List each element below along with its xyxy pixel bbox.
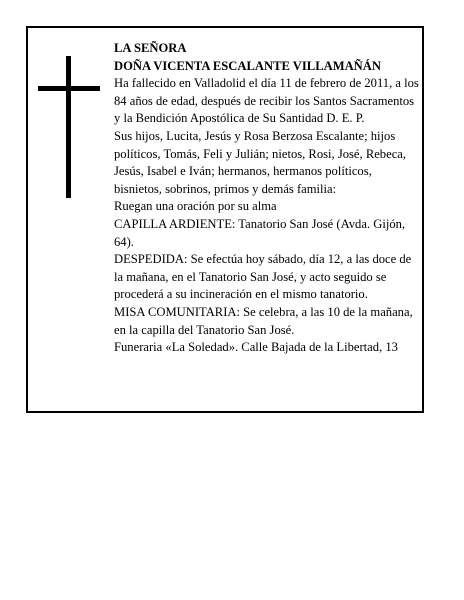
mass-info: MISA COMUNITARIA: Se celebra, a las 10 de la mañana, en la capilla del Tanatorio San José.: [114, 304, 413, 337]
notice-text: [114, 40, 422, 357]
notice-title-line1: LA SEÑORA: [114, 41, 187, 55]
cross-vertical-bar: [66, 56, 71, 198]
obituary-notice: [26, 26, 424, 413]
chapel-info: CAPILLA ARDIENTE: Tanatorio San José (Avda. Gijón, 64).: [114, 216, 406, 249]
deceased-name: DOÑA VICENTA ESCALANTE VILLAMAÑÁN: [114, 58, 381, 73]
family-list: Sus hijos, Lucita, Jesús y Rosa Berzosa Escalante; hijos políticos, Tomás, Feli y Julián; nietos, Rosi, José, Rebeca, Jesús, Isabel e Iván; hermanos, hermanos políticos, bisnietos, sobrinos, primos y demás familia:: [114, 128, 407, 196]
funeral-home-info: Funeraria «La Soledad». Calle Bajada de la Libertad, 13: [114, 340, 398, 355]
farewell-info: DESPEDIDA: Se efectúa hoy sábado, día 12, a las doce de la mañana, en el Tanatorio San José, y acto seguido se procederá a su incineración en el mismo tanatorio.: [114, 252, 412, 302]
cross-horizontal-bar: [38, 86, 100, 91]
latin-cross-icon: [38, 56, 100, 198]
death-announcement: Ha fallecido en Valladolid el día 11 de febrero de 2011, a los 84 años de edad, después de recibir los Santos Sacramentos y la Bendición Apostólica de Su Santidad D. E. P.: [114, 76, 419, 126]
prayer-request: Ruegan una oración por su alma: [114, 199, 277, 214]
